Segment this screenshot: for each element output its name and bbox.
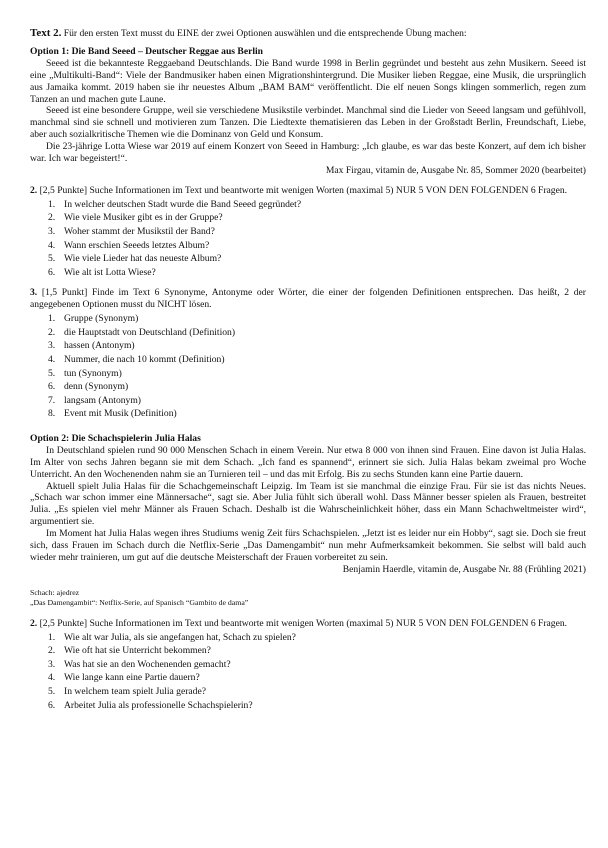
item-number: 4.	[48, 353, 56, 365]
task-number: 2.	[30, 184, 38, 196]
item-text: In welchem team spielt Julia gerade?	[64, 686, 206, 698]
item-number: 3.	[48, 658, 56, 670]
option2-title: Option 2: Die Schachspielerin Julia Halas	[30, 432, 201, 444]
item-text: Wie lange kann eine Partie dauern?	[64, 672, 200, 684]
item-text: Was hat sie an den Wochenenden gemacht?	[64, 658, 231, 670]
item-number: 6.	[48, 381, 56, 393]
list-item	[30, 380, 586, 394]
item-number: 2.	[48, 212, 56, 224]
list-item	[30, 211, 586, 225]
option2-source: Benjamin Haerdle, vitamin de, Ausgabe Nr. 88 (Frühling 2021)	[342, 563, 586, 575]
list-item	[30, 326, 586, 340]
item-text: tun (Synonym)	[64, 367, 122, 379]
task-number: 3.	[30, 287, 38, 299]
footnote: Schach: ajedrez	[30, 587, 80, 597]
item-number: 8.	[48, 408, 56, 420]
document-page	[30, 28, 586, 712]
list-item	[30, 367, 586, 381]
task2b-questions	[30, 631, 586, 713]
intro-instruction: Für den ersten Text musst du EINE der zwei Optionen auswählen und die entsprechende Übung machen:	[63, 28, 467, 39]
item-text: Arbeitet Julia als professionelle Schachspielerin?	[64, 699, 253, 711]
item-text: Wie viele Musiker gibt es in der Gruppe?	[64, 212, 223, 224]
intro-line	[30, 28, 586, 40]
list-item	[30, 225, 586, 239]
item-text: In welcher deutschen Stadt wurde die Band Seeed gegründet?	[64, 198, 302, 210]
item-text: hassen (Antonym)	[64, 340, 135, 352]
item-number: 5.	[48, 253, 56, 265]
list-item	[30, 266, 586, 280]
option1-paragraph: Die 23-jährige Lotta Wiese war 2019 auf einem Konzert von Seeed in Hamburg: „Ich glaube, es war das beste Konzert, auf dem ich bisher war. Ich war begeistert!“.	[30, 141, 586, 165]
list-item	[30, 252, 586, 266]
item-number: 4.	[48, 239, 56, 251]
footnote: „Das Damengambit“: Netflix-Serie, auf Spanisch “Gambito de dama”	[30, 597, 249, 607]
option1-title: Option 1: Die Band Seeed – Deutscher Reggae aus Berlin	[30, 45, 263, 57]
item-number: 7.	[48, 394, 56, 406]
task-text: [1,5 Punkt] Finde im Text 6 Synonyme, Antonyme oder Wörter, die einer der folgenden Definitionen entsprechen. Das heißt, 2 der angegebenen Optionen musst du NICHT lösen.	[30, 287, 586, 311]
list-item	[30, 353, 586, 367]
item-number: 3.	[48, 340, 56, 352]
task3-instruction	[30, 287, 586, 311]
task3-items	[30, 312, 586, 421]
item-text: Wie oft hat sie Unterricht bekommen?	[64, 645, 211, 657]
list-item	[30, 394, 586, 408]
list-item	[30, 699, 586, 713]
list-item	[30, 407, 586, 421]
list-item	[30, 239, 586, 253]
item-text: Event mit Musik (Definition)	[64, 408, 177, 420]
item-number: 6.	[48, 699, 56, 711]
item-text: Gruppe (Synonym)	[64, 313, 139, 325]
item-number: 2.	[48, 326, 56, 338]
item-number: 6.	[48, 266, 56, 278]
option2-paragraph: In Deutschland spielen rund 90 000 Menschen Schach in einem Verein. Nur etwa 8 000 von ihnen sind Frauen. Eine davon ist Julia Halas. Im Alter von sechs Jahren begann sie mit dem Schach. „Ich fand es spannend“, erinnert sie sich. Julia Halas bekam zweimal pro Woche Unterricht. An den Wochenenden nahm sie an Turnieren teil – und das mit Erfolg. Bis zu sechs Stunden kann eine Partie dauern.	[30, 444, 586, 480]
list-item	[30, 339, 586, 353]
item-text: Nummer, die nach 10 kommt (Definition)	[64, 353, 225, 365]
list-item	[30, 685, 586, 699]
list-item	[30, 631, 586, 645]
task-number: 2.	[30, 617, 38, 629]
item-number: 1.	[48, 313, 56, 325]
item-text: Wie alt ist Lotta Wiese?	[64, 266, 156, 278]
list-item	[30, 644, 586, 658]
item-text: Woher stammt der Musikstil der Band?	[64, 225, 215, 237]
item-number: 1.	[48, 198, 56, 210]
item-number: 3.	[48, 225, 56, 237]
item-number: 5.	[48, 367, 56, 379]
list-item	[30, 198, 586, 212]
footnotes	[30, 588, 586, 608]
option2-paragraph: Aktuell spielt Julia Halas für die Schachgemeinschaft Leipzig. Im Team ist sie manchmal die einzige Frau. Für sie ist das nichts Neues. „Schach war schon immer eine Männersache“, sagt sie. Aber Julia fühlt sich überall wohl. Dass Männer besser spielen als Frauen, bestreitet Julia. „Es spielen viel mehr Männer als Frauen Schach. Deshalb ist die Wahrscheinlichkeit höher, dass ein Mann Schachweltmeister wird“, argumentiert sie.	[30, 480, 586, 528]
item-number: 5.	[48, 686, 56, 698]
item-text: langsam (Antonym)	[64, 394, 142, 406]
option2-paragraph: Im Moment hat Julia Halas wegen ihres Studiums wenig Zeit fürs Schachspielen. „Jetzt ist es leider nur ein Hobby“, sagt sie. Doch sie freut sich, dass Frauen im Schach durch die Netflix-Serie „Das Damengambit“ nun mehr Aufmerksamkeit bekommen. Sie selbst will bald auch wieder mehr trainieren, um gut auf die deutsche Meisterschaft der Frauen vorbereitet zu sein.	[30, 528, 586, 563]
item-text: Wie viele Lieder hat das neueste Album?	[64, 253, 222, 265]
option1-paragraph: Seeed ist die bekannteste Reggaeband Deutschlands. Die Band wurde 1998 in Berlin gegründet und besteht aus zehn Musikern. Seeed ist eine „Multikulti-Band“: Viele der Bandmusiker haben einen Migrationshintergrund. Die Musiker lieben Reggae, eine Musik, die ursprünglich aus Jamaika kommt. 2019 haben sie ihr neuestes Album „BAM BAM“ veröffentlicht. Die elf neuen Songs klingen sommerlich, regen zum Tanzen an und machen gute Laune.	[30, 57, 586, 105]
item-text: die Hauptstadt von Deutschland (Definition)	[64, 326, 236, 338]
task-text: [2,5 Punkte] Suche Informationen im Text und beantworte mit wenigen Worten (maximal 5) NUR 5 VON DEN FOLGENDEN 6 Fragen.	[39, 184, 568, 196]
task-text: [2,5 Punkte] Suche Informationen im Text und beantworte mit wenigen Worten (maximal 5) NUR 5 VON DEN FOLGENDEN 6 Fragen.	[39, 617, 568, 629]
option1-source: Max Firgau, vitamin de, Ausgabe Nr. 85, Sommer 2020 (bearbeitet)	[325, 164, 586, 176]
task2a-instruction	[30, 185, 586, 197]
item-text: denn (Synonym)	[64, 381, 129, 393]
item-text: Wann erschien Seeeds letztes Album?	[64, 239, 210, 251]
list-item	[30, 312, 586, 326]
text-number: Text 2.	[30, 27, 62, 39]
item-number: 1.	[48, 631, 56, 643]
list-item	[30, 671, 586, 685]
item-number: 4.	[48, 672, 56, 684]
list-item	[30, 658, 586, 672]
option1-paragraph: Seeed ist eine besondere Gruppe, weil sie verschiedene Musikstile verbindet. Manchmal sind die Lieder von Seeed langsam und gefühlvoll, manchmal sind sie schnell und motivieren zum Tanzen. Die Liedtexte thematisieren das Leben in der Großstadt Berlin, Freundschaft, Liebe, aber auch sozialkritische Themen wie die Dominanz von Geld und Konsum.	[30, 105, 586, 141]
item-text: Wie alt war Julia, als sie angefangen hat, Schach zu spielen?	[64, 631, 296, 643]
task2b-instruction	[30, 618, 586, 630]
task2a-questions	[30, 198, 586, 280]
item-number: 2.	[48, 645, 56, 657]
